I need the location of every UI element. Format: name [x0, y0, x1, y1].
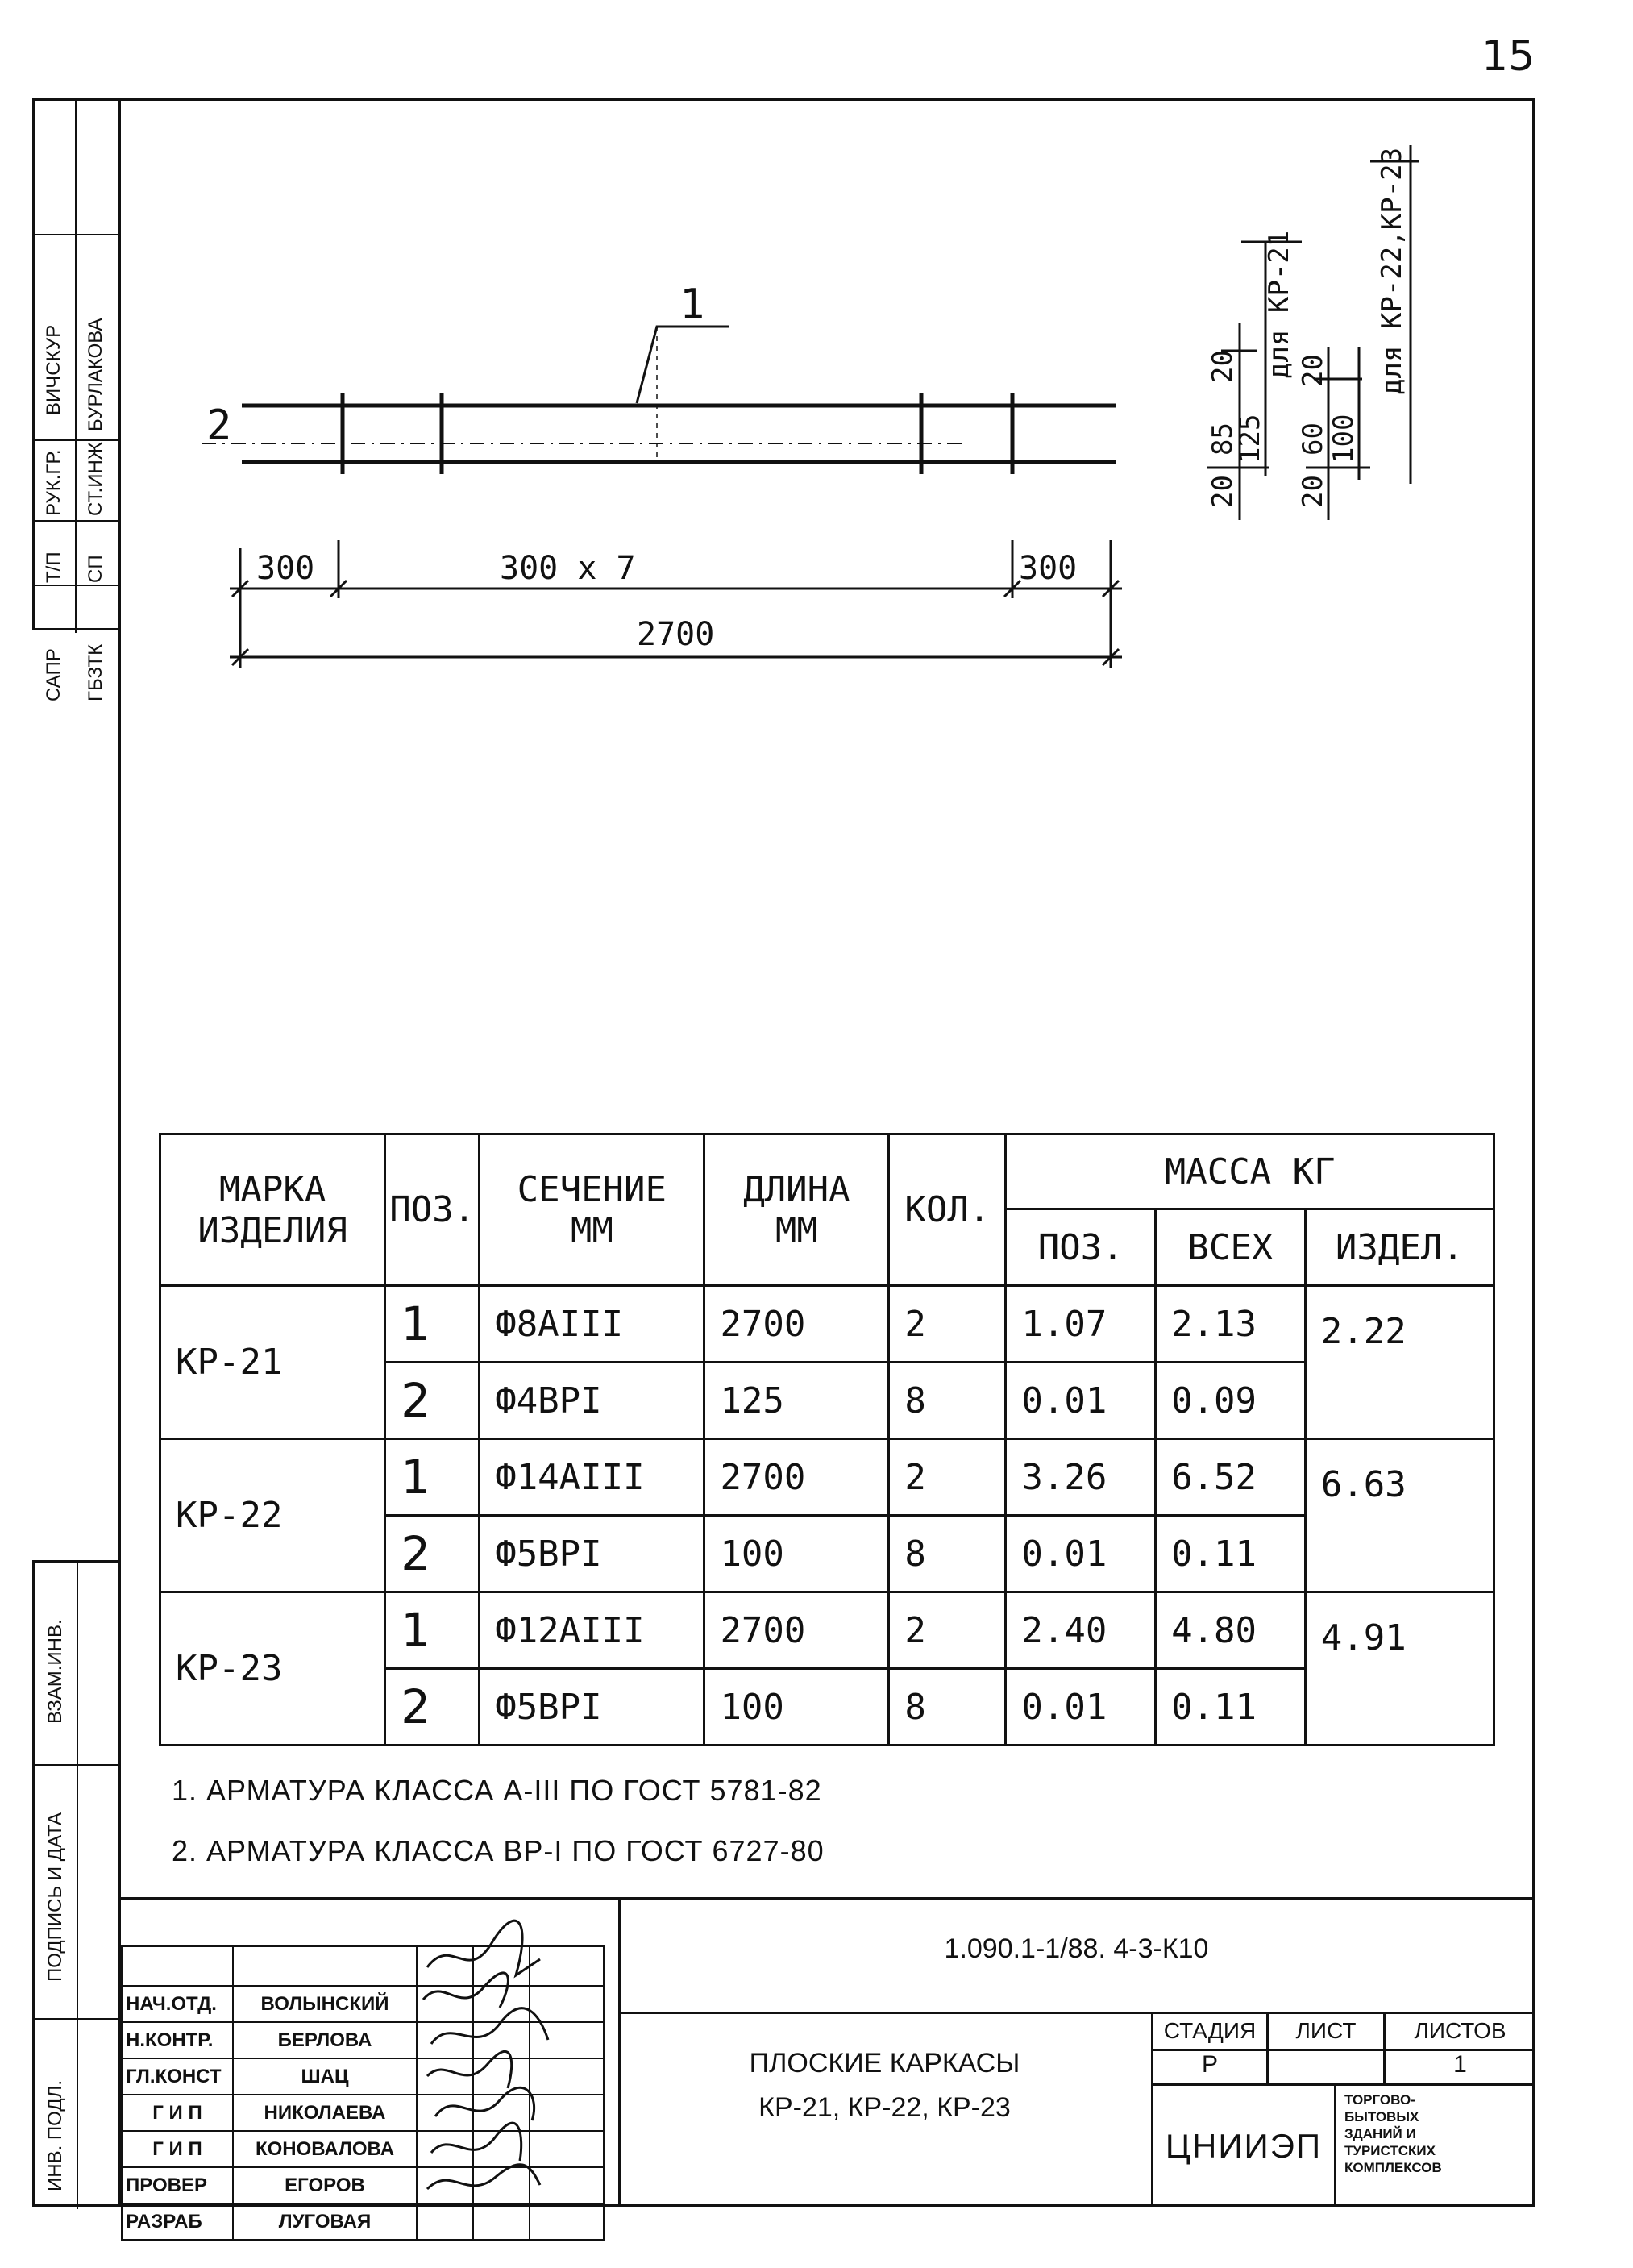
sheets-value: 1: [1453, 2051, 1467, 2078]
name: НИКОЛАЕВА: [233, 2095, 417, 2131]
sheets-label: ЛИСТОВ: [1414, 2018, 1506, 2043]
stamp-sapr: САПР: [43, 648, 64, 701]
sheet-label: ЛИСТ: [1295, 2018, 1357, 2043]
cell-pos: 2: [385, 1516, 480, 1592]
cell-qty: 8: [889, 1516, 1006, 1592]
cell-mass-all: 0.11: [1156, 1669, 1306, 1746]
frame-drawing: [0, 0, 1633, 726]
name: ЛУГОВАЯ: [233, 2203, 417, 2240]
header-mass-all: ВСЕХ: [1156, 1209, 1306, 1286]
cell-length: 2700: [704, 1439, 889, 1516]
dim-seg-3: 300: [1019, 550, 1078, 587]
note-1: 1. АРМАТУРА КЛАССА А-III ПО ГОСТ 5781-82: [172, 1774, 822, 1807]
cell-qty: 8: [889, 1363, 1006, 1439]
stamp-tp: Т/П: [43, 551, 64, 583]
document-code: 1.090.1-1/88. 4-3-К10: [944, 1933, 1209, 1964]
cell-length: 2700: [704, 1592, 889, 1669]
section-note-kr22-23: для КР-22,КР-23: [1376, 147, 1408, 395]
cell-qty: 2: [889, 1286, 1006, 1363]
stamp-inv-podl: ИНВ. ПОДЛ.: [44, 2080, 66, 2191]
cell-qty: 2: [889, 1439, 1006, 1516]
stage-value: Р: [1201, 2051, 1218, 2078]
dim-total: 2700: [637, 616, 715, 653]
organization-description: ТОРГОВО- БЫТОВЫХ ЗДАНИЙ И ТУРИСТСКИХ КОМПЛЕКСОВ: [1344, 2092, 1442, 2175]
cell-qty: 8: [889, 1669, 1006, 1746]
cell-mass-all: 0.11: [1156, 1516, 1306, 1592]
stamp-podpis-data: ПОДПИСЬ И ДАТА: [44, 1812, 66, 1982]
cell-mark: КР-21: [160, 1286, 385, 1439]
role: РАЗРАБ: [122, 2203, 233, 2240]
section-right-20b: 20: [1297, 354, 1329, 387]
specification-table: [159, 1133, 1495, 1746]
cell-mass-all: 4.80: [1156, 1592, 1306, 1669]
signatures-scribbles: [419, 1903, 556, 2205]
cell-section: Ф12АIII: [480, 1592, 704, 1669]
role: Н.КОНТР.: [122, 2022, 233, 2058]
cell-mass-all: 0.09: [1156, 1363, 1306, 1439]
cell-length: 125: [704, 1363, 889, 1439]
stamp-burlakova: БУРЛАКОВА: [85, 318, 106, 431]
role: ПРОВЕР: [122, 2167, 233, 2203]
cell-mass-all: 2.13: [1156, 1286, 1306, 1363]
cell-section: Ф5ВРI: [480, 1516, 704, 1592]
name: ЕГОРОВ: [233, 2167, 417, 2203]
header-section: СЕЧЕНИЕ ММ: [480, 1134, 704, 1286]
header-mass: МАССА КГ: [1006, 1134, 1494, 1209]
name: ВОЛЫНСКИЙ: [233, 1986, 417, 2022]
name: БЕРЛОВА: [233, 2022, 417, 2058]
dim-seg-1: 300: [256, 550, 315, 587]
header-mark: МАРКА ИЗДЕЛИЯ: [160, 1134, 385, 1286]
cell-mass-pos: 2.40: [1006, 1592, 1156, 1669]
name: ШАЦ: [233, 2058, 417, 2095]
cell-pos: 1: [385, 1592, 480, 1669]
leader-1: [637, 327, 729, 403]
cell-mark: КР-22: [160, 1439, 385, 1592]
cell-mass-pos: 0.01: [1006, 1669, 1156, 1746]
cell-mass-pos: 1.07: [1006, 1286, 1156, 1363]
header-length: ДЛИНА ММ: [704, 1134, 889, 1286]
cell-length: 100: [704, 1516, 889, 1592]
cell-pos: 2: [385, 1669, 480, 1746]
cell-item-mass: 2.22: [1305, 1286, 1494, 1439]
dim-seg-2: 300 x 7: [500, 550, 636, 587]
section-left-85: 85: [1207, 422, 1239, 456]
section-left-125: 125: [1234, 414, 1266, 464]
role: НАЧ.ОТД.: [122, 1986, 233, 2022]
cell-pos: 1: [385, 1286, 480, 1363]
cell-item-mass: 6.63: [1305, 1439, 1494, 1592]
table-row: [160, 1592, 1494, 1669]
cell-mass-pos: 3.26: [1006, 1439, 1156, 1516]
cell-section: Ф14АIII: [480, 1439, 704, 1516]
table-row: [160, 1286, 1494, 1363]
cell-length: 2700: [704, 1286, 889, 1363]
left-stamp-bottom: [32, 1560, 118, 2207]
stage-label: СТАДИЯ: [1163, 2018, 1257, 2043]
cell-mass-pos: 0.01: [1006, 1516, 1156, 1592]
stamp-vichskur: ВИЧСКУР: [43, 324, 64, 415]
section-note-kr21: для КР-21: [1263, 230, 1295, 379]
cell-pos: 2: [385, 1363, 480, 1439]
cell-section: Ф8АIII: [480, 1286, 704, 1363]
stamp-st-inzh: СТ.ИНЖ: [85, 442, 106, 516]
cell-mass-pos: 0.01: [1006, 1363, 1156, 1439]
header-mass-pos: ПОЗ.: [1006, 1209, 1156, 1286]
note-2: 2. АРМАТУРА КЛАССА ВР-I ПО ГОСТ 6727-80: [172, 1834, 825, 1867]
cell-qty: 2: [889, 1592, 1006, 1669]
stamp-vzam-inv: ВЗАМ.ИНВ.: [44, 1619, 66, 1724]
cell-length: 100: [704, 1669, 889, 1746]
page-number: 15: [1481, 32, 1535, 81]
cell-item-mass: 4.91: [1305, 1592, 1494, 1746]
position-label-2: 2: [206, 402, 232, 450]
cell-mass-all: 6.52: [1156, 1439, 1306, 1516]
section-left-20b: 20: [1207, 350, 1239, 383]
role: ГЛ.КОНСТ: [122, 2058, 233, 2095]
cell-section: Ф4ВРI: [480, 1363, 704, 1439]
table-row: [122, 2203, 604, 2240]
section-left-20a: 20: [1207, 475, 1239, 508]
name: КОНОВАЛОВА: [233, 2131, 417, 2167]
cell-section: Ф5ВРI: [480, 1669, 704, 1746]
role: Г И П: [122, 2095, 233, 2131]
stamp-ruk-gr: РУК.ГР.: [43, 449, 64, 516]
section-right-100: 100: [1328, 414, 1360, 464]
cell-mark: КР-23: [160, 1592, 385, 1746]
header-pos: ПОЗ.: [385, 1134, 480, 1286]
section-right-60: 60: [1297, 422, 1329, 456]
role: Г И П: [122, 2131, 233, 2167]
table-row: [160, 1439, 1494, 1516]
position-label-1: 1: [679, 281, 705, 329]
section-right-20a: 20: [1297, 475, 1329, 508]
stamp-sp: СП: [85, 555, 106, 583]
header-mass-item: ИЗДЕЛ.: [1305, 1209, 1494, 1286]
stamp-gbztk: ГБЗТК: [85, 643, 106, 701]
drawing-title-line1: ПЛОСКИЕ КАРКАСЫ: [749, 2048, 1020, 2079]
cell-pos: 1: [385, 1439, 480, 1516]
header-qty: КОЛ.: [889, 1134, 1006, 1286]
drawing-title-line2: КР-21, КР-22, КР-23: [758, 2092, 1011, 2123]
organization-name: ЦНИИЭП: [1165, 2127, 1323, 2165]
